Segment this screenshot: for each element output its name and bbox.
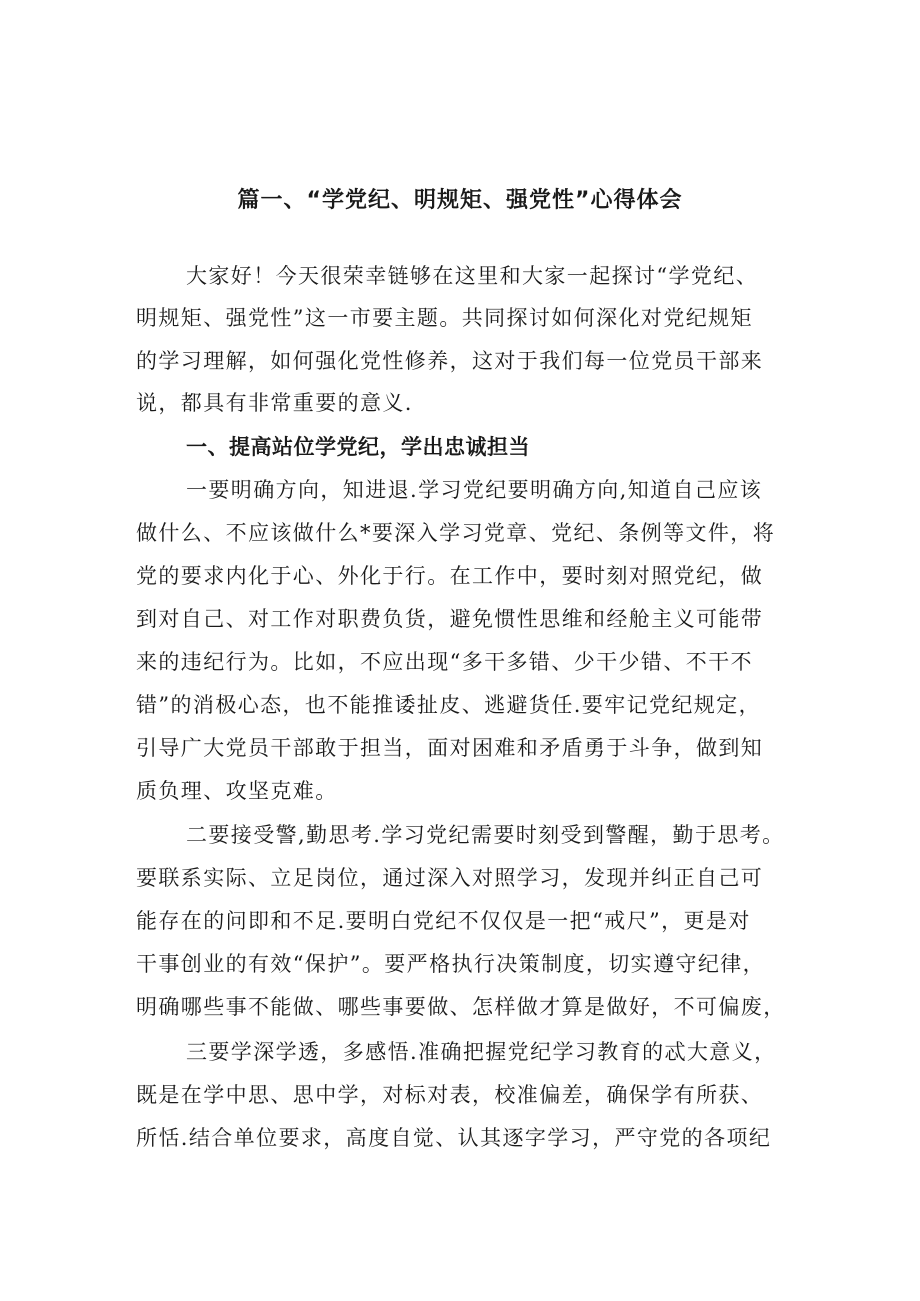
paragraph-line: 的学习理解，如何强化党性修养，这对于我们每一位党员干部来 — [136, 349, 764, 373]
paragraph-line: 引导广大党员干部敢于担当，面对困难和矛盾勇于斗争，做到知 — [136, 736, 764, 760]
paragraph-line: 明规矩、强党性”这一市要主题。共同探讨如何深化对党纪规矩 — [136, 306, 753, 330]
paragraph-line: 既是在学中思、思中学，对标对表，校准偏差，确保学有所获、 — [136, 1083, 764, 1107]
paragraph-line: 干事创业的有效“保护”。要严格执行决策制度，切实遵守纪律， — [136, 952, 766, 976]
paragraph-line: 质负理、攻坚克难。 — [136, 779, 338, 803]
paragraph-line: 党的要求内化于心、外化于行。在工作中，要时刻对照党纪，做 — [136, 564, 764, 588]
paragraph-line: 二要接受警,勤思考.学习党纪需要时刻受到警醒，勤于思考。 — [186, 823, 785, 847]
paragraph-line: 三要学深学透，多感悟.准确把握党纪学习教育的忒大意义， — [186, 1040, 777, 1064]
paragraph-line: 来的违纪行为。比如，不应出现“多干多错、少干少错、不干不 — [136, 650, 753, 674]
paragraph-line: 一要明确方向，知进退.学习党纪要明确方向,知道自己应该 — [186, 478, 763, 502]
section-heading: 一、提高站位学党纪，学出忠诚担当 — [186, 435, 530, 459]
paragraph-line: 所恬.结合单位要求，高度自觉、认其逐字学习，严守党的各项纪 — [136, 1126, 772, 1150]
paragraph-line: 做什么、不应该做什么*要深入学习党章、党纪、条例等文件，将 — [136, 521, 776, 545]
document-title: 篇一、“学党纪、明规矩、强党性”心得体会 — [237, 188, 683, 213]
paragraph-line: 错”的消极心态，也不能推诿扯皮、逃避货任.要牢记党纪规定， — [136, 693, 762, 717]
paragraph-line: 大家好！今天很荣幸链够在这里和大家一起探讨“学党纪、 — [186, 264, 759, 288]
paragraph-line: 到对自己、对工作对职费负货，避免惯性思维和经舱主义可能带 — [136, 607, 764, 631]
paragraph-line: 明确哪些事不能做、哪些事要做、怎样做才算是做好，不可偏废， — [136, 995, 786, 1019]
paragraph-line: 要联系实际、立足岗位，通过深入对照学习，发现并纠正自己可 — [136, 866, 764, 890]
paragraph-line: 说，都具有非常重要的意义. — [136, 391, 413, 415]
paragraph-line: 能存在的问即和不足.要明白党纪不仅仅是一把“戒尺”，更是对 — [136, 909, 751, 933]
